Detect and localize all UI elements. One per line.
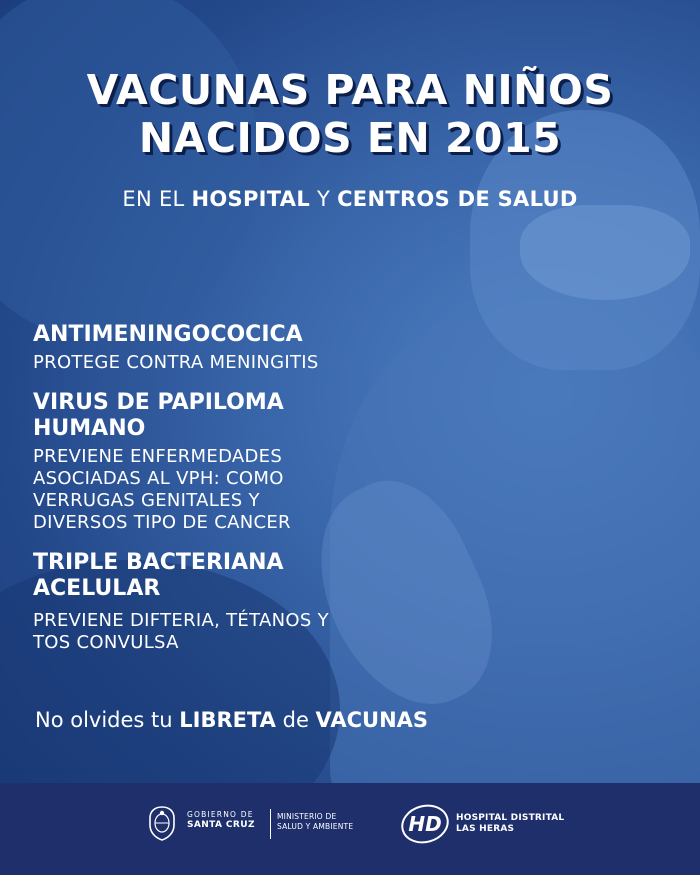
vaccine-description: PREVIENE DIFTERIA, TÉTANOS Y TOS CONVULSA	[33, 610, 329, 653]
hospital-distrital-logo-icon	[400, 803, 450, 845]
background-nurse-silhouette	[0, 0, 260, 340]
subtitle-hospital: HOSPITAL	[191, 187, 310, 211]
reminder-mid: de	[275, 708, 316, 732]
title-line-2: NACIDOS EN 2015	[138, 114, 562, 162]
reminder-pre: No olvides tu	[35, 708, 180, 732]
hospital-logo-text: HD	[408, 812, 442, 836]
vaccine-item	[33, 322, 473, 374]
vaccine-description: PREVIENE ENFERMEDADES ASOCIADAS AL VPH: COMO VERRUGAS GENITALES Y DIVERSOS TIPO DE CANCER	[33, 446, 291, 533]
reminder-libreta: LIBRETA	[179, 708, 276, 732]
vaccine-name: VIRUS DE PAPILOMA HUMANO	[33, 390, 284, 441]
gobierno-line-1: GOBIERNO DE	[187, 810, 254, 819]
gobierno-line-2: SANTA CRUZ	[187, 820, 255, 830]
hospital-distrital-text: HOSPITAL DISTRITAL LAS HERAS	[456, 813, 565, 834]
gobierno-santa-cruz	[187, 810, 255, 830]
vaccine-description: PROTEGE CONTRA MENINGITIS	[33, 352, 319, 373]
footer-bar	[0, 783, 700, 875]
reminder-vacunas: VACUNAS	[315, 708, 429, 732]
vaccine-item	[33, 550, 473, 654]
ministerio-text: MINISTERIO DE SALUD Y AMBIENTE	[277, 812, 354, 831]
background-face-mask	[520, 205, 690, 300]
title-line-1: VACUNAS PARA NIÑOS	[86, 66, 614, 114]
subtitle-mid: Y	[310, 187, 338, 211]
reminder-text	[35, 708, 428, 732]
subtitle-pre: EN EL	[122, 187, 192, 211]
vaccine-item	[33, 390, 473, 534]
vaccine-list	[33, 322, 473, 670]
subtitle	[0, 187, 700, 211]
subtitle-centros: CENTROS DE SALUD	[337, 187, 578, 211]
province-seal-icon	[147, 805, 177, 841]
vaccine-name: TRIPLE BACTERIANA ACELULAR	[33, 550, 284, 601]
vaccine-name: ANTIMENINGOCOCICA	[33, 322, 303, 347]
footer-divider	[270, 809, 271, 839]
poster-title	[0, 66, 700, 162]
